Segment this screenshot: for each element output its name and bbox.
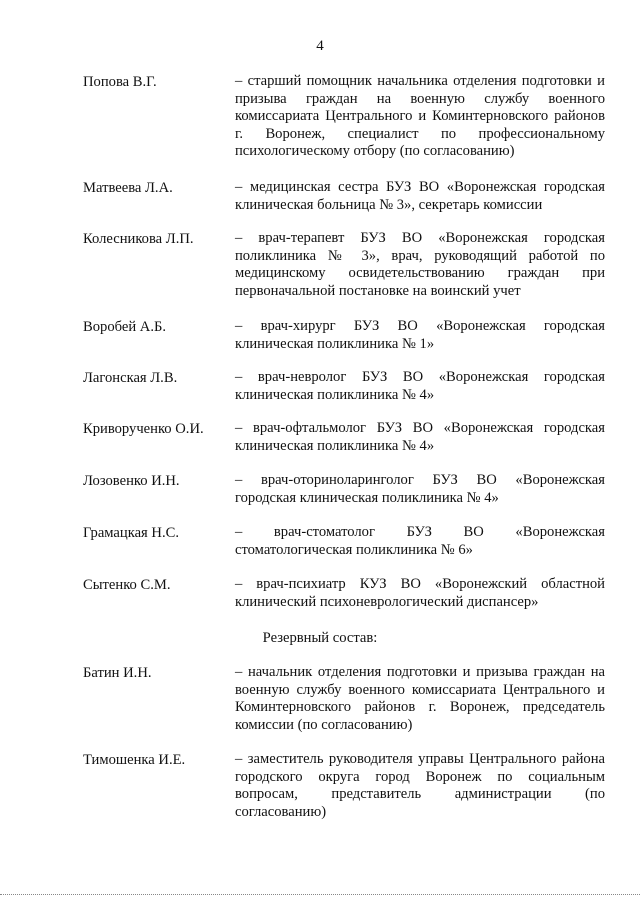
member-description: – врач-психиатр КУЗ ВО «Воронежский областной клинический психоневрологический диспансер»	[235, 576, 605, 610]
member-name: Криворученко О.И.	[83, 421, 204, 437]
member-description: – врач-офтальмолог БУЗ ВО «Воронежская городская клиническая поликлиника № 4»	[235, 420, 605, 454]
member-description: – медицинская сестра БУЗ ВО «Воронежская городская клиническая больница № 3», секретарь комиссии	[235, 179, 605, 213]
member-name: Тимошенка И.Е.	[83, 752, 186, 768]
member-name: Батин И.Н.	[83, 665, 152, 681]
member-description: – старший помощник начальника отделения подготовки и призыва граждан на военную службу военного комиссариата Центрального и Коминтерновского районов г. Воронеж, специалист по профессиональному психологическому отбору (по согласованию)	[235, 73, 605, 159]
page-number: 4	[316, 38, 324, 54]
member-description: – врач-невролог БУЗ ВО «Воронежская городская клиническая поликлиника № 4»	[235, 369, 605, 403]
member-description: – врач-стоматолог БУЗ ВО «Воронежская стоматологическая поликлиника № 6»	[235, 524, 605, 558]
member-name: Грамацкая Н.С.	[83, 525, 179, 541]
member-description: – врач-хирург БУЗ ВО «Воронежская городская клиническая поликлиника № 1»	[235, 318, 605, 352]
member-description: – врач-терапевт БУЗ ВО «Воронежская городская поликлиника № 3», врач, руководящий работой по медицинскому освидетельствованию граждан при первоначальной постановке на воинский учет	[235, 230, 605, 299]
member-name: Лозовенко И.Н.	[83, 473, 180, 489]
member-name: Лагонская Л.В.	[83, 370, 178, 386]
member-description: – заместитель руководителя управы Центрального района городского округа город Воронеж по социальным вопросам, представитель администрации (по согласованию)	[235, 751, 605, 820]
member-name: Матвеева Л.А.	[83, 180, 173, 196]
page-bottom-edge	[0, 894, 640, 895]
reserve-section-heading: Резервный состав:	[262, 630, 378, 646]
member-name: Воробей А.Б.	[83, 319, 167, 335]
member-name: Сытенко С.М.	[83, 577, 171, 593]
member-description: – врач-оториноларинголог БУЗ ВО «Воронежская городская клиническая поликлиника № 4»	[235, 472, 605, 506]
member-description: – начальник отделения подготовки и призыва граждан на военную службу военного комиссариата Центрального и Коминтерновского районов г. Воронеж, председатель комиссии (по согласованию)	[235, 664, 605, 733]
member-name: Колесникова Л.П.	[83, 231, 194, 247]
member-name: Попова В.Г.	[83, 74, 157, 90]
